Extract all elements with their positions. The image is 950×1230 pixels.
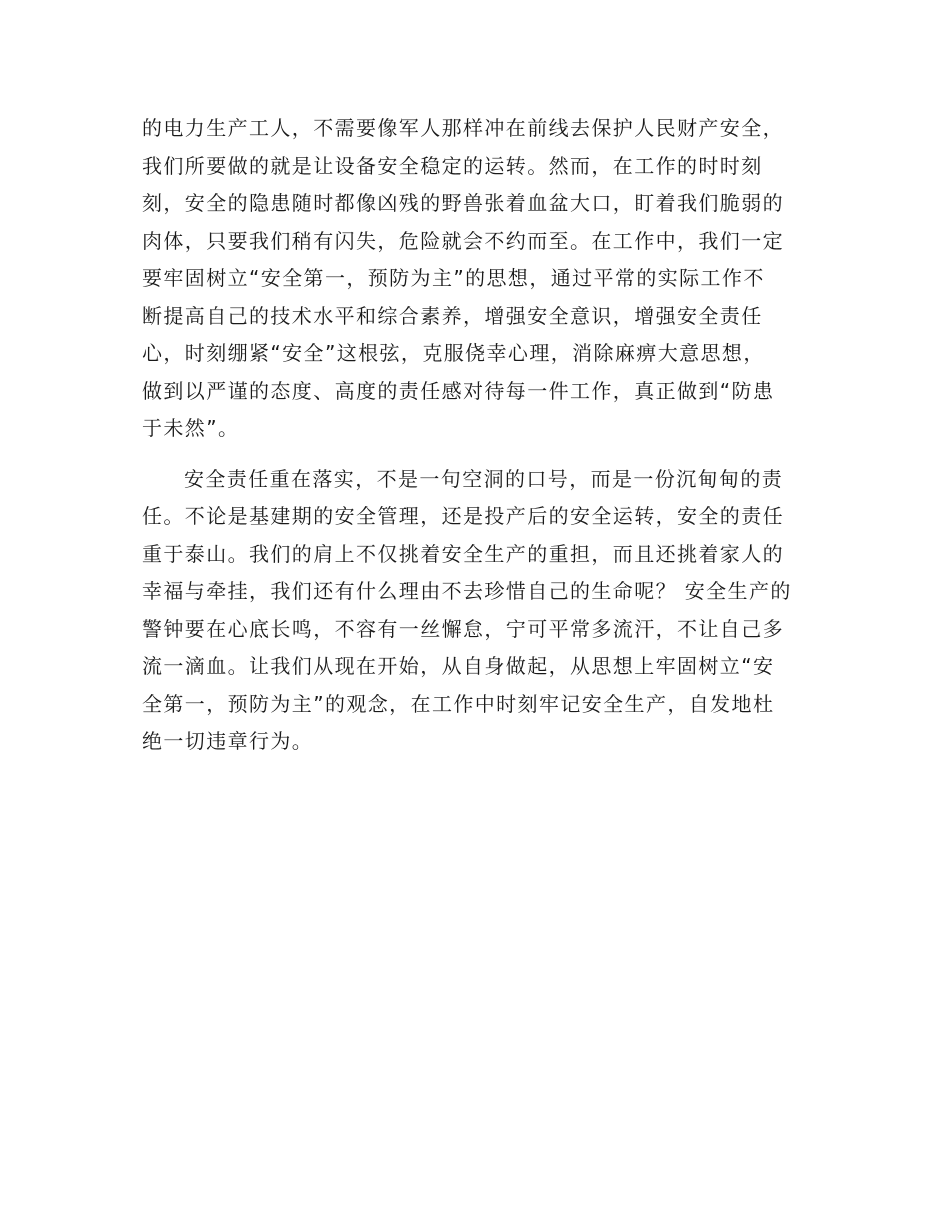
paragraph-2-line: 绝一切违章行为。: [142, 729, 314, 753]
paragraph-1-line: 于未然”。: [142, 416, 240, 440]
paragraph-1-line: 的电力生产工人，不需要像军人那样冲在前线去保护人民财产安全，: [142, 116, 784, 140]
paragraph-2-line: 全第一，预防为主”的观念，在工作中时刻牢记安全生产，自发地杜: [142, 691, 775, 716]
paragraph-2-line: 警钟要在心底长鸣，不容有一丝懈怠，宁可平常多流汗，不让自己多: [142, 616, 784, 641]
document-body: [142, 110, 812, 761]
paragraph-1-line: 断提高自己的技术水平和综合素养，增强安全意识，增强安全责任: [142, 303, 763, 328]
paragraph-1-line: 心，时刻绷紧“安全”这根弦，克服侥幸心理，消除麻痹大意思想，: [142, 341, 765, 365]
paragraph-1: [142, 110, 812, 448]
paragraph-1-line: 我们所要做的就是让设备安全稳定的运转。然而，在工作的时时刻: [142, 153, 763, 178]
paragraph-2-line: 任。不论是基建期的安全管理，还是投产后的安全运转，安全的责任: [142, 504, 784, 528]
paragraph-2: [142, 461, 812, 761]
paragraph-2-line: 流一滴血。让我们从现在开始，从自身做起，从思想上牢固树立“安: [142, 654, 775, 678]
paragraph-2-line: 重于泰山。我们的肩上不仅挑着安全生产的重担，而且还挑着家人的: [142, 541, 784, 566]
paragraph-1-line: 要牢固树立“安全第一，预防为主”的思想，通过平常的实际工作不: [142, 266, 765, 290]
paragraph-1-line: 刻，安全的隐患随时都像凶残的野兽张着血盆大口，盯着我们脆弱的: [142, 191, 784, 215]
paragraph-1-line: 做到以严谨的态度、高度的责任感对待每一件工作，真正做到“防患: [142, 378, 775, 403]
paragraph-2-line: 安全责任重在落实，不是一句空洞的口号，而是一份沉甸甸的责: [184, 466, 784, 491]
paragraph-2-line: 幸福与牵挂，我们还有什么理由不去珍惜自己的生命呢？ 安全生产的: [142, 579, 792, 603]
paragraph-1-line: 肉体，只要我们稍有闪失，危险就会不约而至。在工作中，我们一定: [142, 228, 784, 253]
paragraph-spacer: [142, 448, 812, 461]
